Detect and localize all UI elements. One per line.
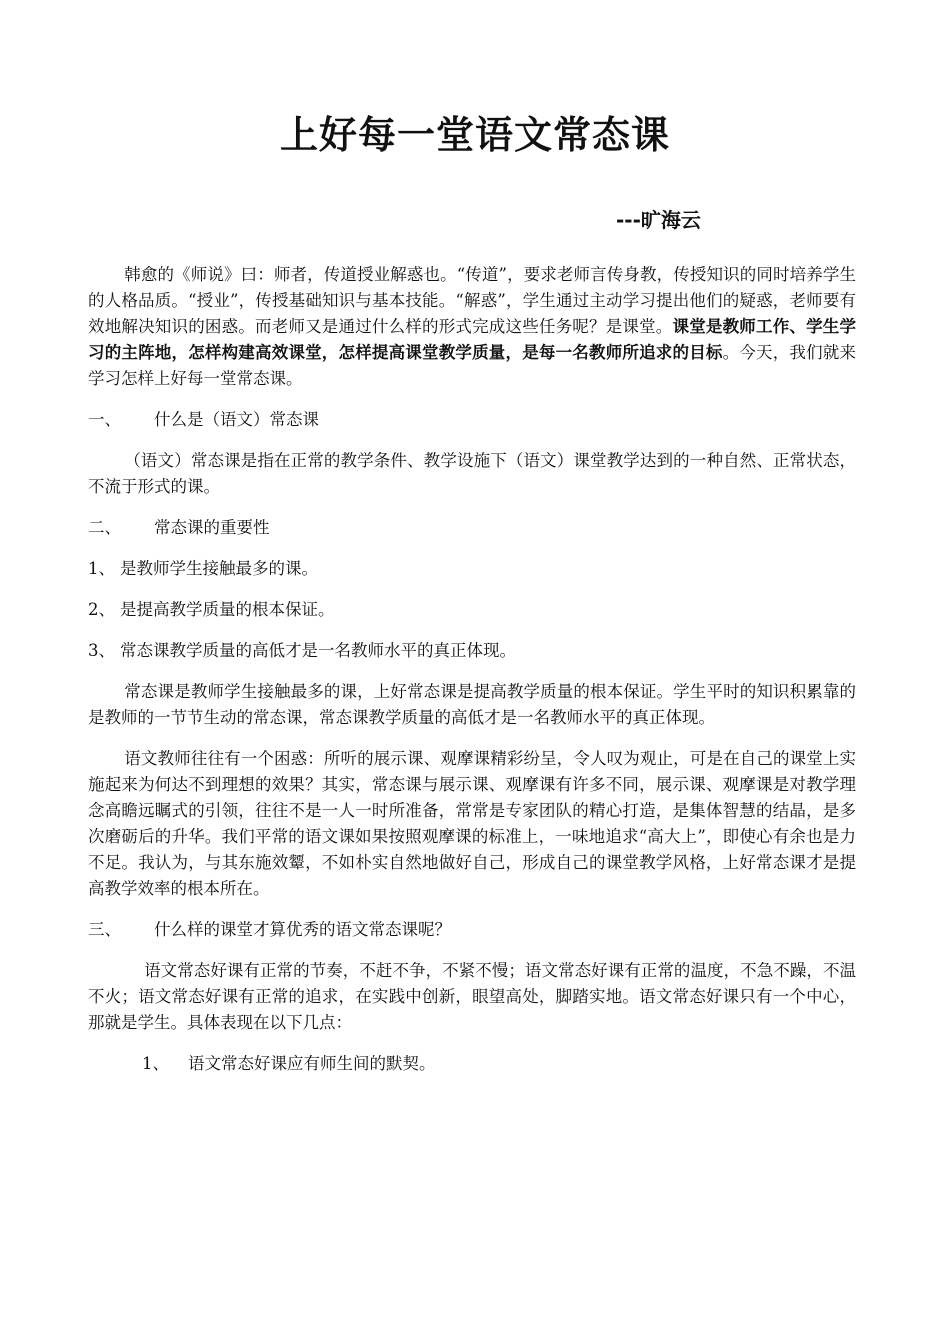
section-3-number: 三、 — [88, 920, 121, 939]
sub-list-item — [142, 1051, 856, 1077]
sub-list-item-text: 语文常态好课应有师生间的默契。 — [188, 1054, 436, 1073]
section-2-number: 二、 — [88, 518, 121, 537]
list-item — [88, 638, 856, 664]
page-title: 上好每一堂语文常态课 — [279, 113, 670, 157]
list-item-number: 1、 — [88, 559, 115, 578]
section-2-paragraph-1: 常态课是教师学生接触最多的课，上好常态课是提高教学质量的根本保证。学生平时的知识积累靠的是教师的一节节生动的常态课，常态课教学质量的高低才是一名教师水平的真正体现。 — [88, 682, 856, 727]
section-1-number: 一、 — [88, 410, 121, 429]
section-1-title: 什么是（语文）常态课 — [154, 410, 319, 429]
intro-paragraph — [88, 262, 856, 392]
section-1-paragraph: （语文）常态课是指在正常的教学条件、教学设施下（语文）课堂教学达到的一种自然、正常状态，不流于形式的课。 — [88, 451, 856, 496]
section-2-title: 常态课的重要性 — [154, 518, 270, 537]
section-2-paragraph-2: 语文教师往往有一个困惑：所听的展示课、观摩课精彩纷呈，令人叹为观止，可是在自己的课堂上实施起来为何达不到理想的效果？其实，常态课与展示课、观摩课有许多不同，展示课、观摩课是对教学理念高瞻远瞩式的引领，往往不是一人一时所准备，常常是专家团队的精心打造，是集体智慧的结晶，是多次磨砺后的升华。我们平常的语文课如果按照观摩课的标准上，一味地追求“高大上”，即使心有余也是力不足。我认为，与其东施效颦，不如朴实自然地做好自己，形成自己的课堂教学风格，上好常态课才是提高教学效率的根本所在。 — [88, 749, 856, 898]
document-body — [88, 262, 856, 1092]
list-item-number: 3、 — [88, 641, 115, 660]
section-1-heading — [88, 407, 856, 433]
section-3-paragraph: 语文常态好课有正常的节奏，不赶不争，不紧不慢；语文常态好课有正常的温度，不急不躁，不温不火；语文常态好课有正常的追求，在实践中创新，眼望高处，脚踏实地。语文常态好课只有一个中心，那就是学生。具体表现在以下几点： — [88, 961, 856, 1032]
list-item-text: 是教师学生接触最多的课。 — [120, 559, 318, 578]
section-3-heading — [88, 917, 856, 943]
list-item-text: 常态课教学质量的高低才是一名教师水平的真正体现。 — [120, 641, 516, 660]
author-line: ---旷海云 — [616, 208, 701, 232]
intro-text-part1: 韩愈的《师说》曰：师者，传道授业解惑也。“传道”，要求老师言传身教，传授知识的同时培养学生的人格品质。“授业”，传授基础知识与基本技能。“解惑”，学生通过主动学习提出他们的疑惑，老师要有效地解决知识的困惑。而老师又是通过什么样的形式完成这些任务呢？是课堂。 — [88, 265, 856, 336]
intro-text-emphasis: 课堂是教师工作、学生学习的主阵地，怎样构建高效课堂，怎样提高课堂教学质量，是每一名教师所追求的目标 — [88, 317, 857, 362]
section-2-heading — [88, 515, 856, 541]
intro-text-part3: 。今天，我们就来学习怎样上好每一堂常态课。 — [88, 343, 857, 388]
list-item-number: 2、 — [88, 600, 115, 619]
list-item-text: 是提高教学质量的根本保证。 — [120, 600, 335, 619]
section-3-title: 什么样的课堂才算优秀的语文常态课呢？ — [154, 920, 451, 939]
list-item — [88, 597, 856, 623]
sub-list-item-number: 1、 — [142, 1054, 169, 1073]
list-item — [88, 556, 856, 582]
